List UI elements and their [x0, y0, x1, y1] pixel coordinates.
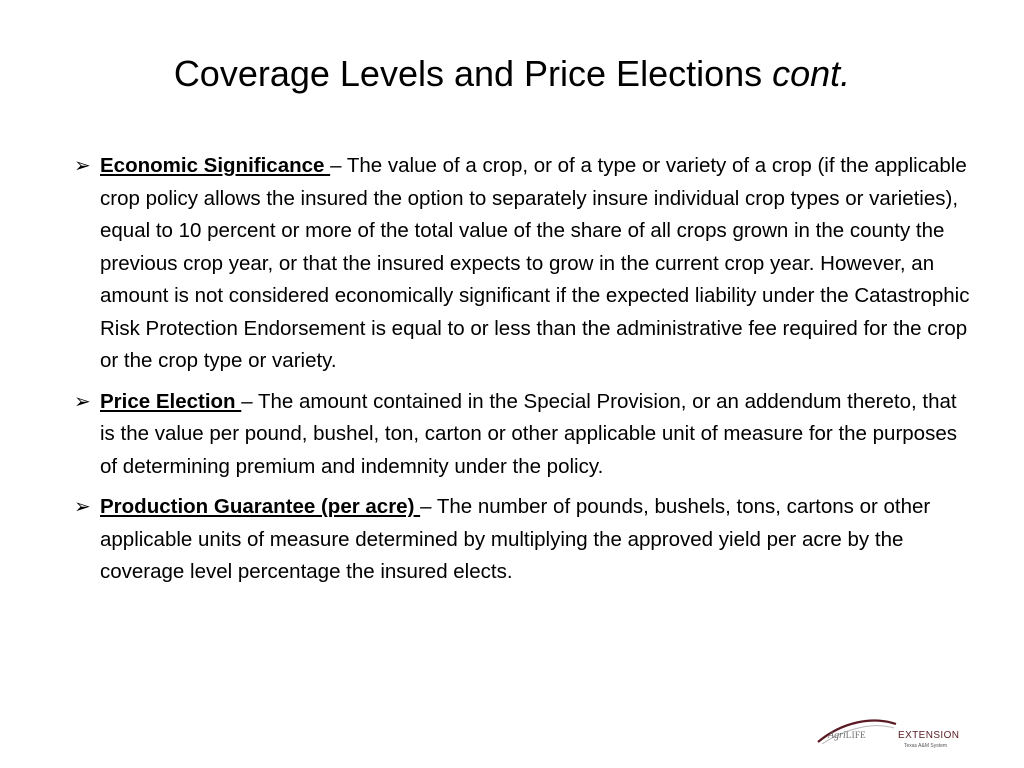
bullet-definition: – The value of a crop, or of a type or variety of a crop (if the applicable crop policy allows the insured the option to separately insure individual crop types or varieties), equal to 10 percent or more of the total value of the share of all crops grown in the county the previous crop year, or that the insured expects to grow in the current crop year. However, an amount is not considered economically significant if the expected liability under the Catastrophic Risk Protection Endorsement is equal to or less than the administrative fee required for the crop or the crop type or variety. [100, 154, 970, 372]
slide-title-italic: cont. [772, 53, 851, 94]
arrowhead-bullet-icon: ➢ [74, 390, 91, 413]
bullet-item-price-election [70, 386, 970, 484]
agrilife-extension-logo [812, 712, 960, 756]
bullet-item-economic-significance [70, 150, 970, 378]
logo-extension-text: EXTENSION [898, 730, 960, 741]
bullet-list [70, 150, 970, 597]
logo-agri-text: AgriLIFE [828, 730, 866, 741]
slide-title-main: Coverage Levels and Price Elections [173, 53, 773, 94]
bullet-item-production-guarantee [70, 491, 970, 589]
slide-title [40, 48, 984, 100]
bullet-definition: – The amount contained in the Special Provision, or an addendum thereto, that is the value per pound, bushel, ton, carton or other applicable unit of measure for the purposes of determining premium and indemnity under the policy. [100, 389, 957, 478]
arrowhead-bullet-icon: ➢ [74, 155, 91, 177]
bullet-term: Economic Significance [100, 154, 331, 177]
bullet-definition: – The number of pounds, bushels, tons, cartons or other applicable units of measure determined by multiplying the approved yield per acre by the coverage level percentage the insured elects. [100, 495, 931, 583]
bullet-term: Price Election [100, 389, 242, 413]
arrowhead-bullet-icon: ➢ [74, 496, 91, 518]
bullet-term: Production Guarantee (per acre) [100, 495, 421, 518]
logo-subtitle: Texas A&M System [904, 743, 948, 749]
